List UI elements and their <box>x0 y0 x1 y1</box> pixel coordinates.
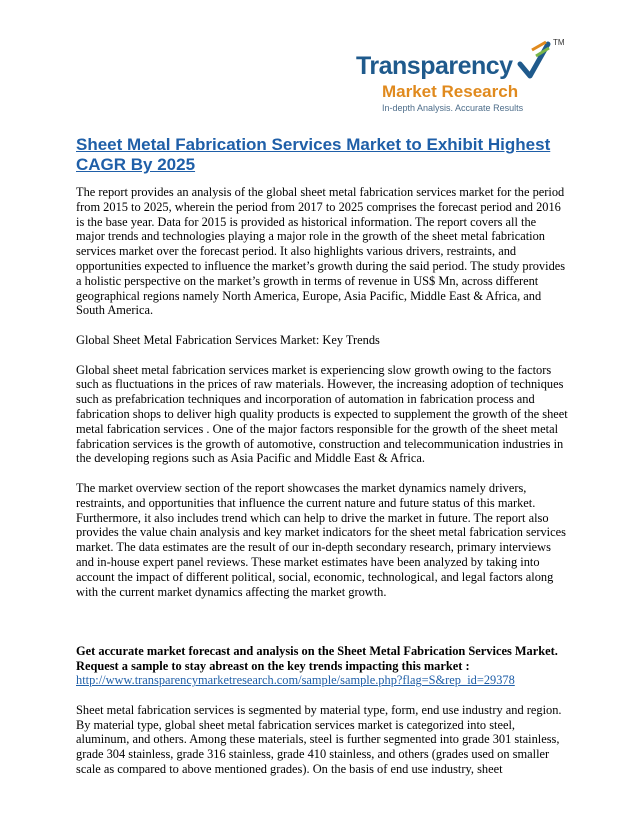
logo-subtitle: Market Research <box>382 82 519 101</box>
segmentation-paragraph: Sheet metal fabrication services is segmented by material type, form, end use industry and region. By material type, global sheet metal fabrication services market is categorized into steel, aluminum, and others. Among these materials, steel is further segmented into grade 301 stainless, grade 304 stainless, grade 316 stainless, grade 410 stainless, and others (grades used on smaller scale as compared to above mentioned grades). On the basis of end use industry, sheet <box>76 702 562 777</box>
key-trends-heading: Global Sheet Metal Fabrication Services Market: Key Trends <box>76 332 380 347</box>
company-logo <box>356 38 566 118</box>
logo-tagline: In-depth Analysis. Accurate Results <box>382 103 524 113</box>
logo-check-icon <box>516 40 554 84</box>
key-trends-paragraph: Global sheet metal fabrication services market is experiencing slow growth owing to the factors such as fluctuations in the prices of raw materials. However, the increasing adoption of techniques such as prefabrication techniques and incorporation of automation in fabrication process and fabrication shops to deliver high quality products is expected to supplement the growth of the sheet metal fabrication services . One of the major factors responsible for the growth of the sheet metal fabrication services is the growth of automotive, construction and telecommunication industries in the developing regions such as Asia Pacific and Middle East & Africa. <box>76 362 568 466</box>
page-title: Sheet Metal Fabrication Services Market to Exhibit Highest CAGR By 2025 <box>76 135 551 174</box>
intro-paragraph: The report provides an analysis of the global sheet metal fabrication services market for the period from 2015 to 2025, wherein the period from 2017 to 2025 comprises the forecast period and 2016 is the base year. Data for 2015 is provided as historical information. The report covers all the major trends and technologies playing a major role in the growth of the sheet metal fabrication services market over the forecast period. It also highlights various drivers, restraints, and opportunities expected to influence the market’s growth during the said period. The study provides a holistic perspective on the market’s growth in terms of revenue in US$ Mn, across different geographical regions namely North America, Europe, Asia Pacific, Middle East & Africa, and South America. <box>76 185 566 318</box>
logo-trademark: TM <box>553 38 565 47</box>
logo-wordmark: Transparency <box>356 52 513 80</box>
sample-request-callout: Get accurate market forecast and analysis on the Sheet Metal Fabrication Services Market. Request a sample to stay abreast on the key trends impacting this market : <box>76 643 558 673</box>
sample-request-link[interactable]: http://www.transparencymarketresearch.com/sample/sample.php?flag=S&rep_id=29378 <box>76 673 515 688</box>
article-body <box>76 135 568 777</box>
market-overview-paragraph: The market overview section of the report showcases the market dynamics namely drivers, restraints, and opportunities that influence the current nature and future status of this market. Furthermore, it also includes trend which can help to drive the market in future. The report also provides the value chain analysis and key market indicators for the sheet metal fabrication services market. The data estimates are the result of our in-depth secondary research, primary interviews and in-house expert panel reviews. These market estimates have been analyzed by taking into account the impact of different political, social, economic, technological, and legal factors along with the current market dynamics affecting the market growth. <box>76 480 566 599</box>
